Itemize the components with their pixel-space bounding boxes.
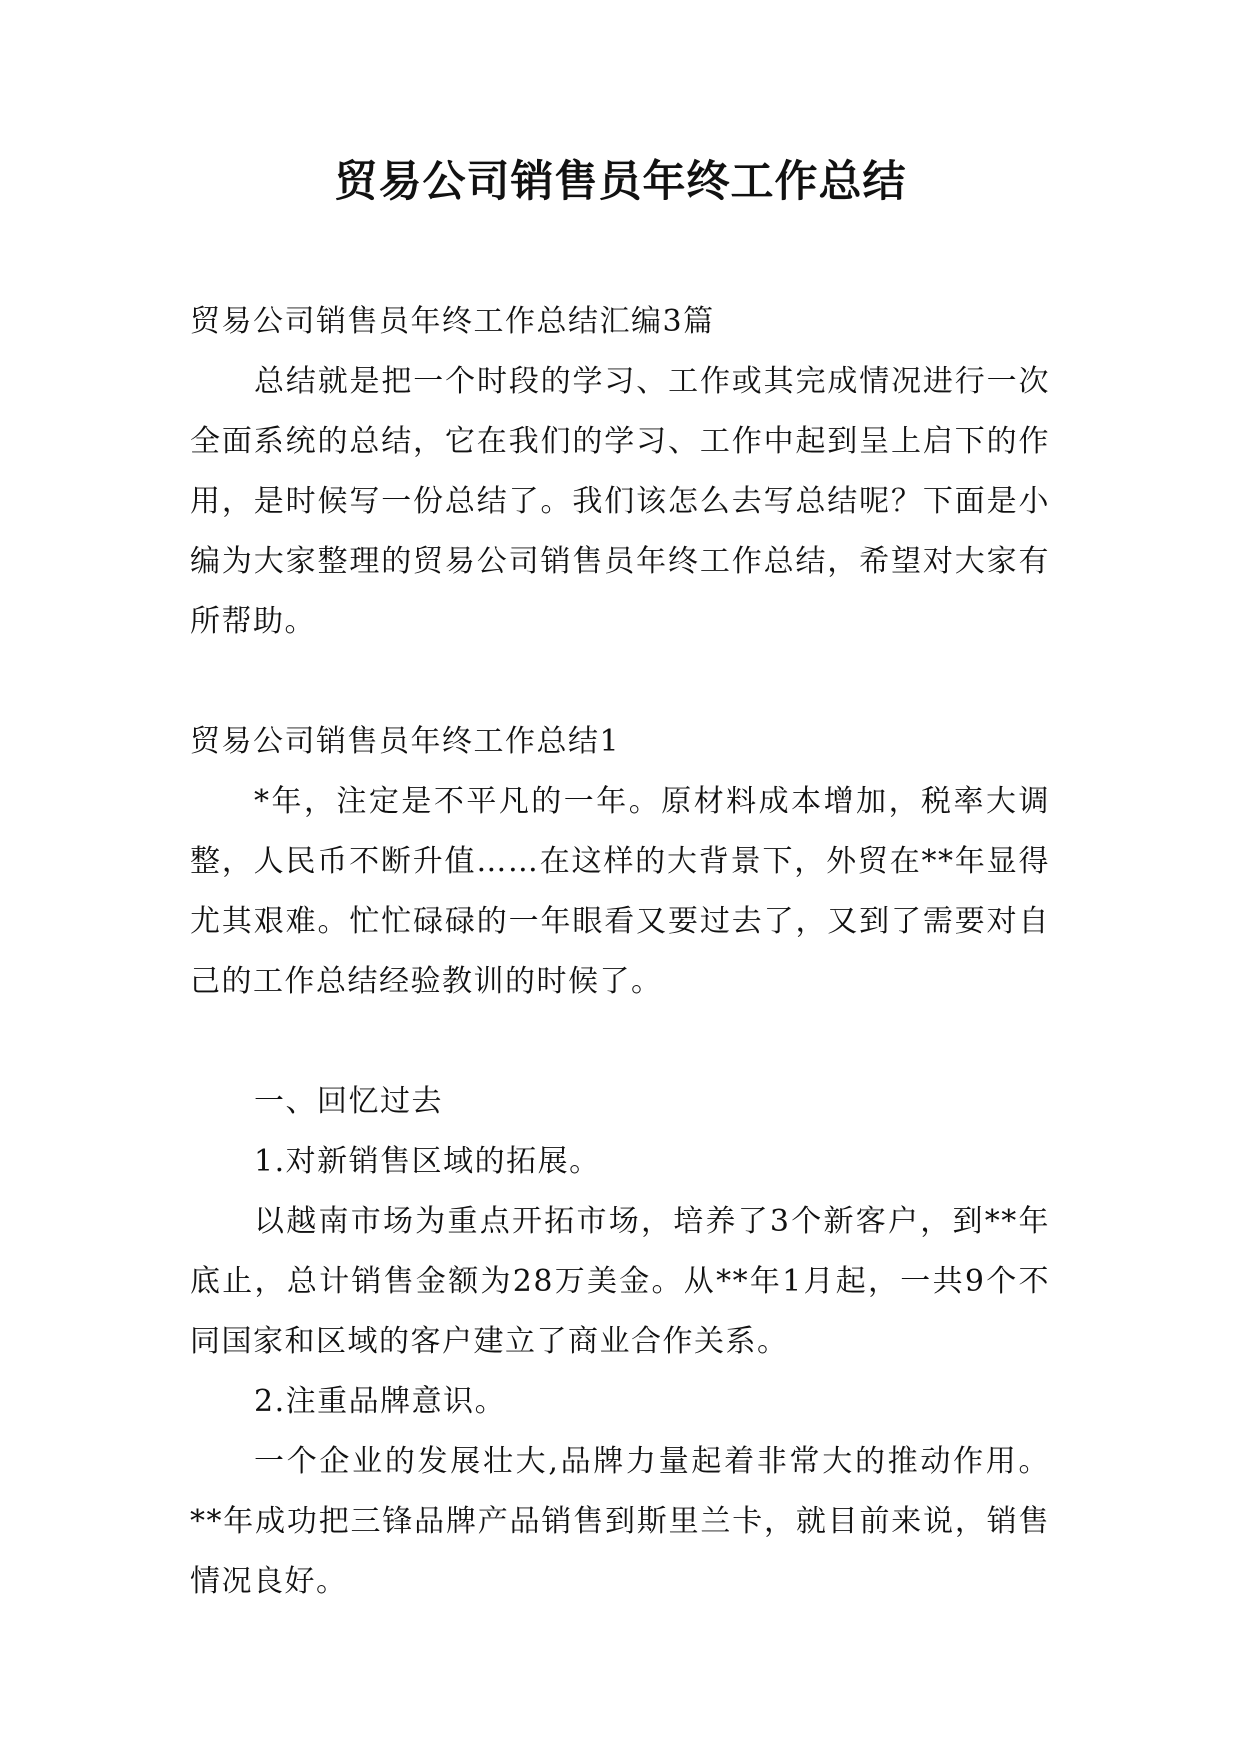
item1-heading: 1.对新销售区域的拓展。: [254, 1144, 601, 1179]
document-body: [190, 292, 1050, 1612]
section-heading: 贸易公司销售员年终工作总结1: [190, 724, 621, 759]
collection-heading: 贸易公司销售员年终工作总结汇编3篇: [190, 304, 715, 339]
document-title: 贸易公司销售员年终工作总结: [334, 157, 907, 207]
item2-paragraph: 一个企业的发展壮大,品牌力量起着非常大的推动作用。**年成功把三锋品牌产品销售到斯里兰卡，就目前来说，销售情况良好。: [190, 1444, 1050, 1599]
intro-paragraph: 总结就是把一个时段的学习、工作或其完成情况进行一次全面系统的总结，它在我们的学习、工作中起到呈上启下的作用，是时候写一份总结了。我们该怎么去写总结呢？下面是小编为大家整理的贸易公司销售员年终工作总结，希望对大家有所帮助。: [190, 364, 1050, 639]
item1-paragraph: 以越南市场为重点开拓市场，培养了3个新客户，到**年底止，总计销售金额为28万美金。从**年1月起，一共9个不同国家和区域的客户建立了商业合作关系。: [190, 1204, 1050, 1359]
section-paragraph: *年，注定是不平凡的一年。原材料成本增加，税率大调整，人民币不断升值……在这样的大背景下，外贸在**年显得尤其艰难。忙忙碌碌的一年眼看又要过去了，又到了需要对自己的工作总结经验教训的时候了。: [190, 784, 1050, 999]
part-heading: 一、回忆过去: [254, 1084, 443, 1119]
item2-heading: 2.注重品牌意识。: [254, 1384, 507, 1419]
